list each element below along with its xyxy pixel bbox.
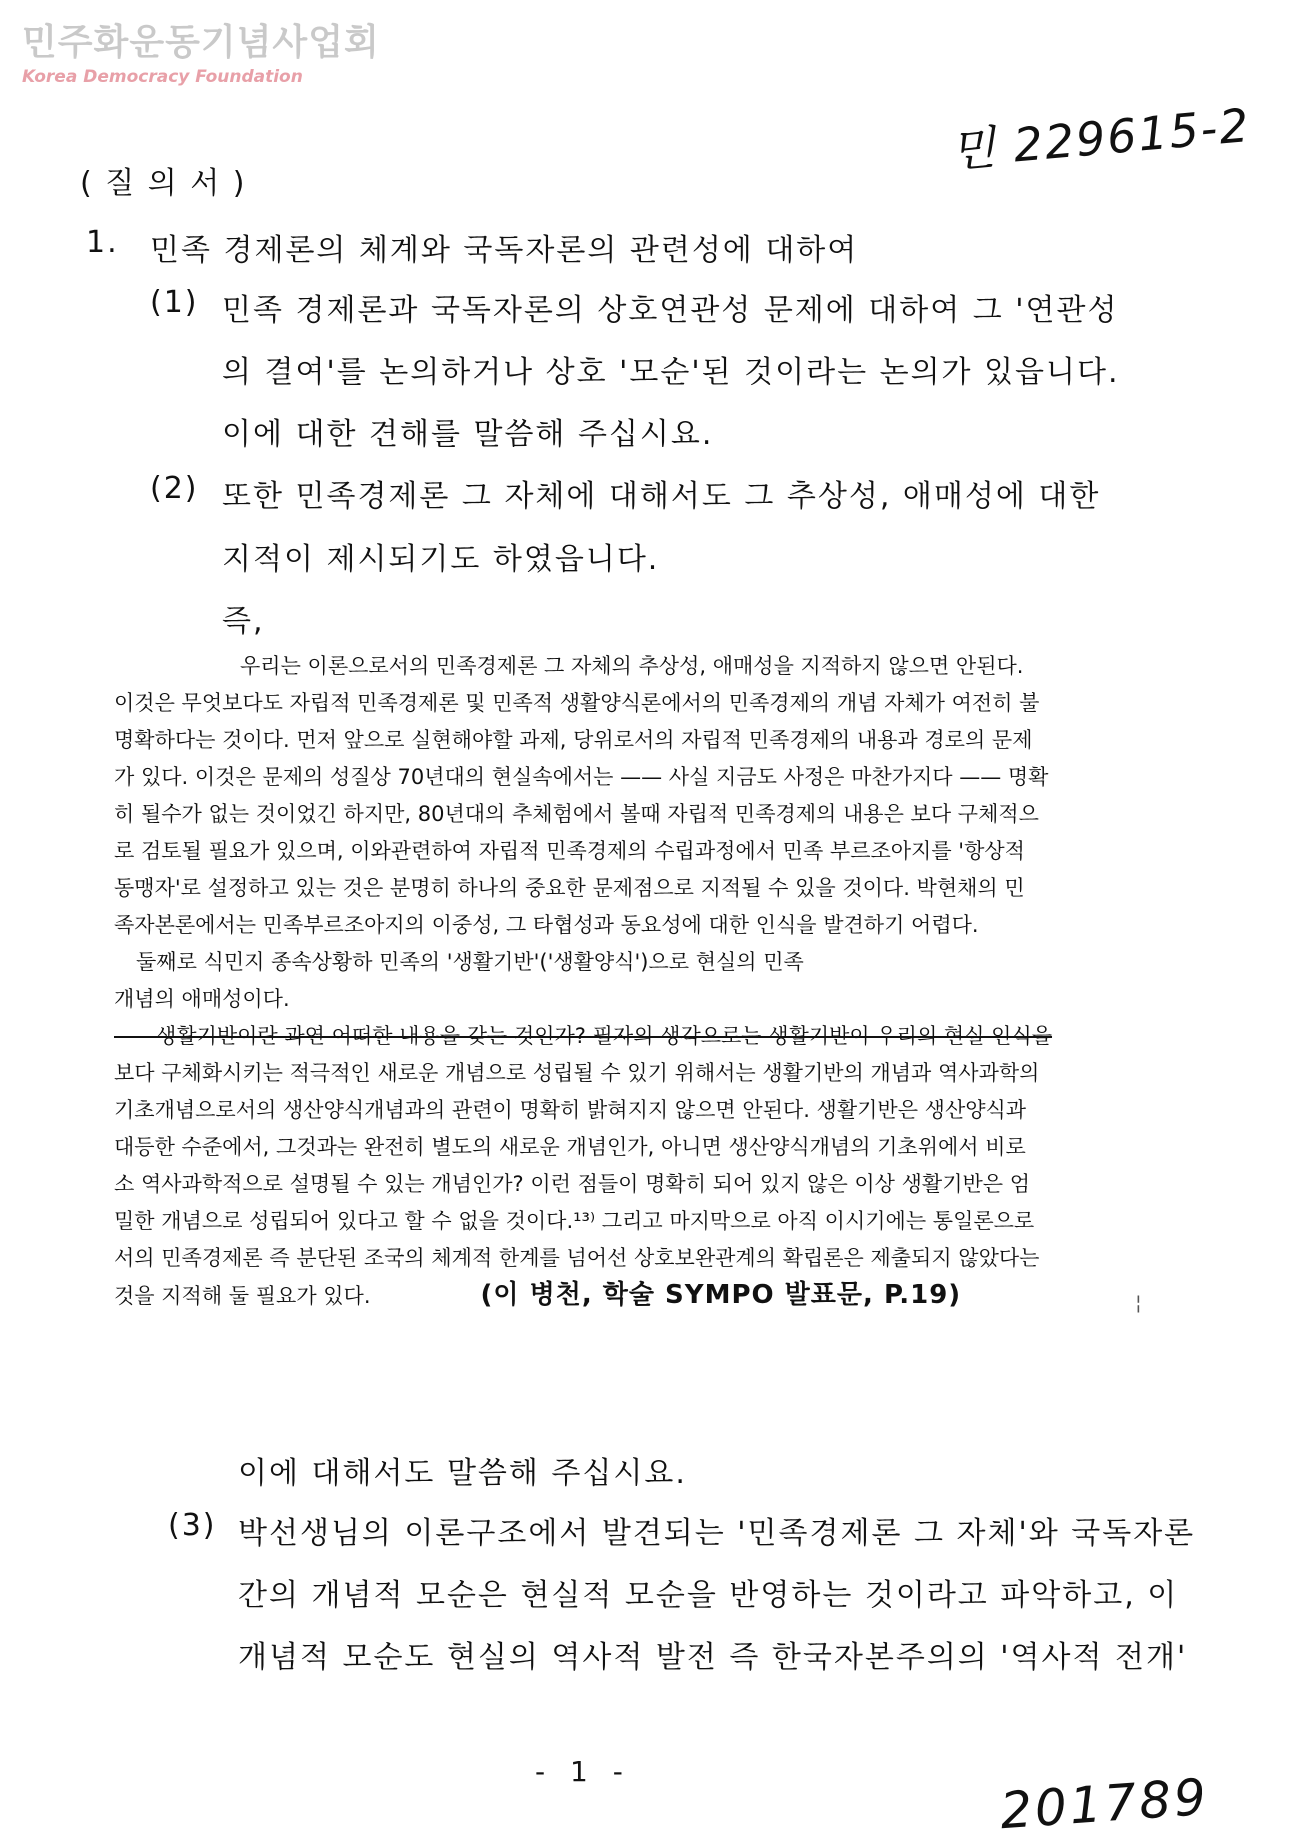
quote-line: 서의 민족경제론 즉 분단된 조국의 체계적 한계를 넘어선 상호보완관계의 확립론은 제출되지 않았다는 xyxy=(114,1246,1040,1270)
section-1-number: 1. xyxy=(86,225,119,260)
quote-line: 동맹자'로 설정하고 있는 것은 분명히 하나의 중요한 문제점으로 지적될 수 있을 것이다. 박현채의 민 xyxy=(114,876,1025,900)
quote-line-struck: ——생활기반이란 과연 어떠한 내용을 갖는 것인가? 필자의 생각으로는 생활기반이 우리의 현실 인식을 xyxy=(114,1024,1053,1048)
q2-line-2: 지적이 제시되기도 하였읍니다. xyxy=(222,542,660,577)
q3-line-1: 박선생님의 이론구조에서 발견되는 '민족경제론 그 자체'와 국독자론 xyxy=(238,1516,1196,1551)
quote-line: 개념의 애매성이다. xyxy=(114,987,290,1011)
q1-line-2: 의 결여'를 논의하거나 상호 '모순'된 것이라는 논의가 있읍니다. xyxy=(222,355,1120,390)
quote-line: 소 역사과학적으로 설명될 수 있는 개념인가? 이런 점들이 명확히 되어 있지 않은 이상 생활기반은 엄 xyxy=(114,1172,1031,1196)
q2-line-3: 즉, xyxy=(222,604,265,639)
q3-label: (3) xyxy=(168,1508,217,1543)
quoted-passage xyxy=(114,648,1164,1315)
quote-last-text: 것을 지적해 둘 필요가 있다. xyxy=(114,1284,371,1308)
q2-label: (2) xyxy=(150,471,199,506)
quote-line: 족자본론에서는 민족부르조아지의 이중성, 그 타협성과 동요성에 대한 인식을 발견하기 어렵다. xyxy=(114,913,979,937)
quote-line: 기초개념으로서의 생산양식개념과의 관련이 명확히 밝혀지지 않으면 안된다. 생활기반은 생산양식과 xyxy=(114,1098,1027,1122)
quote-line: 가 있다. 이것은 문제의 성질상 70년대의 현실속에서는 —— 사실 지금도 사정은 마찬가지다 —— 명확 xyxy=(114,765,1049,789)
quote-line: 보다 구체화시키는 적극적인 새로운 개념으로 성립될 수 있기 위해서는 생활기반의 개념과 역사과학의 xyxy=(114,1061,1040,1085)
q2-followup: 이에 대해서도 말씀해 주십시요. xyxy=(238,1456,687,1491)
quote-line: 명확하다는 것이다. 먼저 앞으로 실현해야할 과제, 당위로서의 자립적 민족경제의 내용과 경로의 문제 xyxy=(114,728,1033,752)
scan-mark: ¦ xyxy=(1135,1290,1142,1314)
quote-line: 이것은 무엇보다도 자립적 민족경제론 및 민족적 생활양식론에서의 민족경제의 개념 자체가 여전히 불 xyxy=(114,691,1040,715)
handwritten-document-id: 민 229615-2 xyxy=(948,97,1253,178)
q1-line-1: 민족 경제론과 국독자론의 상호연관성 문제에 대하여 그 '연관성 xyxy=(222,293,1119,328)
q1-line-3: 이에 대한 견해를 말씀해 주십시요. xyxy=(222,417,714,452)
q3-line-3: 개념적 모순도 현실의 역사적 발전 즉 한국자본주의의 '역사적 전개' xyxy=(238,1640,1188,1675)
quote-line: 둘째로 식민지 종속상황하 민족의 '생활기반'('생활양식')으로 현실의 민족 xyxy=(136,950,804,974)
q2-line-1: 또한 민족경제론 그 자체에 대해서도 그 추상성, 애매성에 대한 xyxy=(222,479,1101,514)
quote-line-last xyxy=(114,1277,1164,1315)
section-1-title: 민족 경제론의 체계와 국독자론의 관련성에 대하여 xyxy=(150,233,859,268)
handwritten-archive-number: 201789 xyxy=(998,1767,1211,1841)
quote-line: 히 될수가 없는 것이었긴 하지만, 80년대의 추체험에서 볼때 자립적 민족경제의 내용은 보다 구체적으 xyxy=(114,802,1039,826)
quote-line: 로 검토될 필요가 있으며, 이와관련하여 자립적 민족경제의 수립과정에서 민족 부르조아지를 '항상적 xyxy=(114,839,1025,863)
q3-line-2: 간의 개념적 모순은 현실적 모순을 반영하는 것이라고 파악하고, 이 xyxy=(238,1578,1179,1613)
quote-line: 대등한 수준에서, 그것과는 완전히 별도의 새로운 개념인가, 아니면 생산양식개념의 기초위에서 비로 xyxy=(114,1135,1026,1159)
quote-line: 밀한 개념으로 성립되어 있다고 할 수 없을 것이다.¹³⁾ 그리고 마지막으로 아직 이시기에는 통일론으로 xyxy=(114,1209,1035,1233)
q1-label: (1) xyxy=(150,285,199,320)
watermark xyxy=(22,14,380,87)
page-number: - 1 - xyxy=(535,1755,631,1788)
quote-line: 우리는 이론으로서의 민족경제론 그 자체의 추상성, 애매성을 지적하지 않으면 안된다. xyxy=(240,654,1024,678)
watermark-english: Korea Democracy Foundation xyxy=(22,67,303,87)
watermark-korean: 민주화운동기념사업회 xyxy=(22,22,380,63)
quote-citation: (이 병천, 학술 SYMPO 발표문, P.19) xyxy=(480,1280,962,1310)
document-header: ( 질 의 서 ) xyxy=(80,166,247,201)
